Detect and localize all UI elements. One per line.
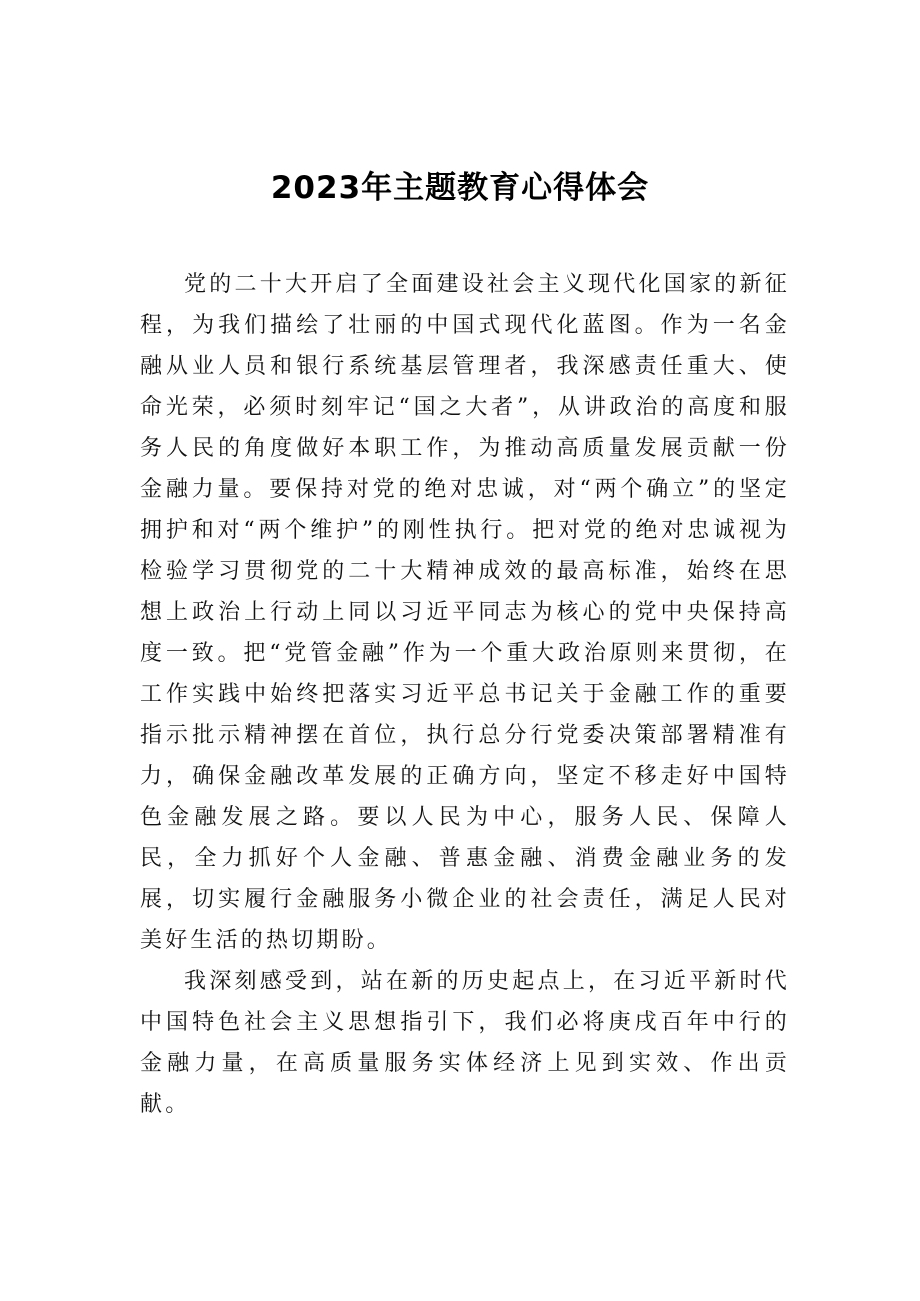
paragraph-2: 我深刻感受到，站在新的历史起点上，在习近平新时代中国特色社会主义思想指引下，我们必将庚戌百年中行的金融力量，在高质量服务实体经济上见到实效、作出贡献。 bbox=[140, 969, 790, 1117]
paragraph-1: 党的二十大开启了全面建设社会主义现代化国家的新征程，为我们描绘了壮丽的中国式现代化蓝图。作为一名金融从业人员和银行系统基层管理者，我深感责任重大、使命光荣，必须时刻牢记“国之大者”，从讲政治的高度和服务人民的角度做好本职工作，为推动高质量发展贡献一份金融力量。要保持对党的绝对忠诚，对“两个确立”的坚定拥护和对“两个维护”的刚性执行。把对党的绝对忠诚视为检验学习贯彻党的二十大精神成效的最高标准，始终在思想上政治上行动上同以习近平同志为核心的党中央保持高度一致。把“党管金融”作为一个重大政治原则来贯彻，在工作实践中始终把落实习近平总书记关于金融工作的重要指示批示精神摆在首位，执行总分行党委决策部署精准有力，确保金融改革发展的正确方向，坚定不移走好中国特色金融发展之路。要以人民为中心，服务人民、保障人民，全力抓好个人金融、普惠金融、消费金融业务的发展，切实履行金融服务小微企业的社会责任，满足人民对美好生活的热切期盼。 bbox=[140, 272, 790, 953]
document-body bbox=[140, 264, 790, 1125]
document-title: 2023年主题教育心得体会 bbox=[270, 170, 650, 206]
